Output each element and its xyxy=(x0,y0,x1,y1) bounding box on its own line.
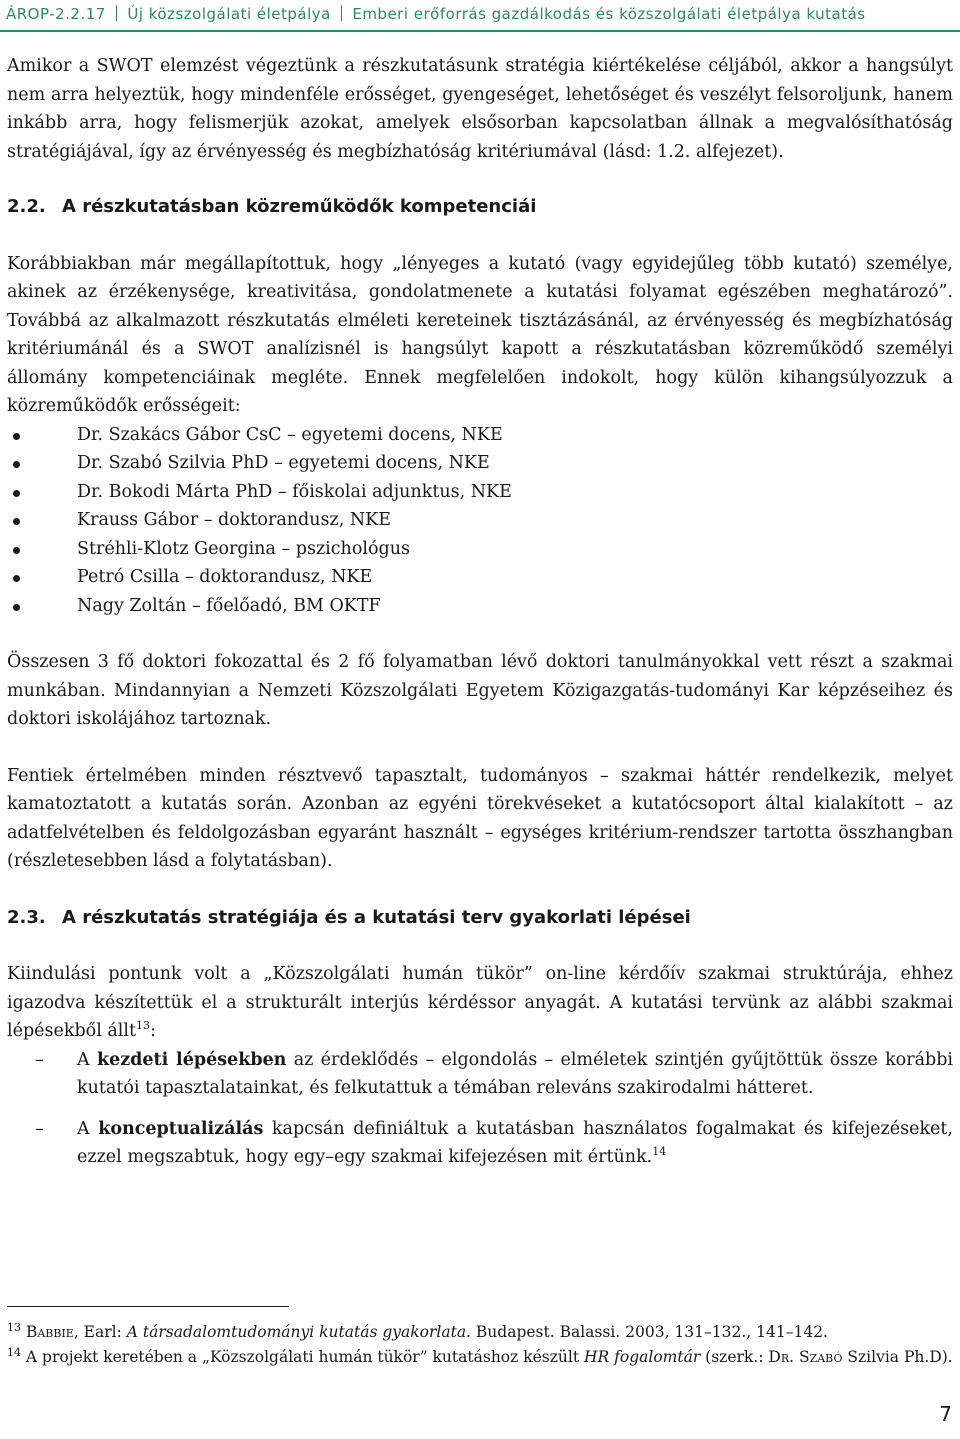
section-title: A részkutatásban közreműködők kompetenciái xyxy=(62,196,537,217)
step-text-pre: A xyxy=(77,1049,97,1070)
step-text-post: az érdeklődés – elgondolás – elméletek szintjén gyűjtöttük össze korábbi kutatói tapasztalatainkat, és felkutattuk a témában releváns szakirodalmi hátteret. xyxy=(77,1049,954,1098)
list-item: Dr. Bokodi Márta PhD – főiskolai adjunktus, NKE xyxy=(7,478,953,507)
list-item: Petró Csilla – doktorandusz, NKE xyxy=(7,563,953,592)
competence-paragraph: Korábbiakban már megállapítottuk, hogy „lényeges a kutató (vagy egyidejűleg több kutató) személye, akinek az érzékenysége, kreativitása, gondolatmenete a kutatási folyamat egészében meghatározó”. Továbbá az alkalmazott részkutatás elméleti kereteinek tisztázásánál, az érvényesség és megbízhatóság kritériumánál és a SWOT analízisnél is hangsúlyt kapott a részkutatásban közreműködő személyi állomány kompetenciáinak megléte. Ennek megfelelően indokolt, hogy külön kihangsúlyozzuk a közreműködők erősségeit: xyxy=(7,253,953,416)
footnote-text: Budapest. Balassi. 2003, 131–132., 141–142. xyxy=(470,1323,828,1341)
footnote-text: A projekt keretében a „Közszolgálati humán tükör” kutatáshoz készült xyxy=(21,1348,585,1366)
footnote-text: (szerk.: xyxy=(700,1348,769,1366)
footnote-rule xyxy=(7,1306,289,1307)
dash-marker: – xyxy=(35,1118,44,1139)
list-item: Nagy Zoltán – főelőadó, BM OKTF xyxy=(7,592,953,621)
header-rule xyxy=(0,30,960,32)
section-heading-2-3 xyxy=(7,904,953,933)
step-text-post: kapcsán definiáltuk a kutatásban használatos fogalmakat és kifejezéseket, ezzel megszabtuk, hogy egy–egy szakmai kifejezésen mit értünk. xyxy=(77,1118,953,1167)
footnote-13 xyxy=(7,1320,953,1345)
member-list xyxy=(7,421,953,621)
strategy-paragraph xyxy=(7,960,953,1046)
steps-list xyxy=(7,1046,953,1172)
section-title: A részkutatás stratégiája és a kutatási terv gyakorlati lépései xyxy=(62,906,691,928)
list-item xyxy=(7,1115,953,1172)
list-item: Dr. Szabó Szilvia PhD – egyetemi docens, NKE xyxy=(7,449,953,478)
list-item: Krauss Gábor – doktorandusz, NKE xyxy=(7,506,953,535)
strategy-text: Kiindulási pontunk volt a „Közszolgálati humán tükör” on-line kérdőív szakmai struktúrája, ehhez igazodva készítettük el a strukturált interjús kérdéssor anyagát. A kutatási tervünk az alábbi szakmai lépésekből állt xyxy=(7,964,953,1041)
footnote-number: 14 xyxy=(7,1345,21,1359)
background-paragraph: Fentiek értelmében minden résztvevő tapasztalt, tudományos – szakmai háttér rendelkezik, melyet kamatoztatott a kutatás során. Azonban az egyéni törekvéseket a kutatócsoport által kialakított – az adatfelvételben és feldolgozásban egyaránt használt – egységes kritérium-rendszer tartotta összhangban (részletesebben lásd a folytatásban). xyxy=(7,765,953,871)
footnote-text: Szilvia Ph.D). xyxy=(842,1348,953,1366)
summary-paragraph: Összesen 3 fő doktori fokozattal és 2 fő folyamatban lévő doktori tanulmányokkal vett részt a szakmai munkában. Mindannyian a Nemzeti Közszolgálati Egyetem Közigazgatás-tudományi Kar képzéseihez és doktori iskolájához tartoznak. xyxy=(7,652,953,729)
header-subtitle: Emberi erőforrás gazdálkodás és közszolgálati életpálya kutatás xyxy=(352,5,866,23)
footnote-14 xyxy=(7,1345,953,1370)
list-item: Dr. Szakács Gábor CsC – egyetemi docens, NKE xyxy=(7,421,953,450)
step-bold: kezdeti lépésekben xyxy=(96,1049,287,1070)
strategy-colon: : xyxy=(150,1021,156,1041)
header-project: Új közszolgálati életpálya xyxy=(127,5,331,23)
footnote-text: , Earl: xyxy=(73,1323,127,1341)
header-separator xyxy=(341,5,343,21)
footnote-ref: 13 xyxy=(136,1019,151,1033)
section-number: 2.2. xyxy=(7,196,46,217)
footnote-editor: Dr. Szabó xyxy=(768,1348,843,1366)
header-code: ÁROP-2.2.17 xyxy=(6,5,106,23)
footnote-title: A társadalomtudományi kutatás gyakorlata. xyxy=(126,1323,471,1341)
running-header xyxy=(0,0,960,30)
footnote-number: 13 xyxy=(7,1320,21,1334)
list-item: Stréhli-Klotz Georgina – pszichológus xyxy=(7,535,953,564)
intro-paragraph: Amikor a SWOT elemzést végeztünk a részkutatásunk stratégia kiértékelése céljából, akkor a hangsúlyt nem arra helyeztük, hogy mindenféle erősséget, gyengeséget, lehetőséget és veszélyt felsoroljunk, hanem inkább arra, hogy felismerjük azokat, amelyek elsősorban kapcsolatban állnak a megvalósíthatóság stratégiájával, így az érvényesség és megbízhatóság kritériumával (lásd: 1.2. alfejezet). xyxy=(7,56,953,162)
page-number: 7 xyxy=(939,1402,952,1426)
dash-marker: – xyxy=(35,1049,44,1070)
section-number: 2.3. xyxy=(7,906,46,928)
header-separator xyxy=(116,5,118,21)
step-bold: konceptualizálás xyxy=(98,1118,264,1139)
footnote-title: HR fogalomtár xyxy=(584,1348,701,1366)
footnote-author: Babbie xyxy=(25,1323,74,1341)
step-text-pre: A xyxy=(77,1118,99,1139)
section-heading-2-2 xyxy=(7,193,953,222)
list-item xyxy=(7,1046,953,1103)
footnotes xyxy=(7,1320,953,1370)
main-content xyxy=(7,52,953,1172)
footnote-ref: 14 xyxy=(652,1145,667,1159)
